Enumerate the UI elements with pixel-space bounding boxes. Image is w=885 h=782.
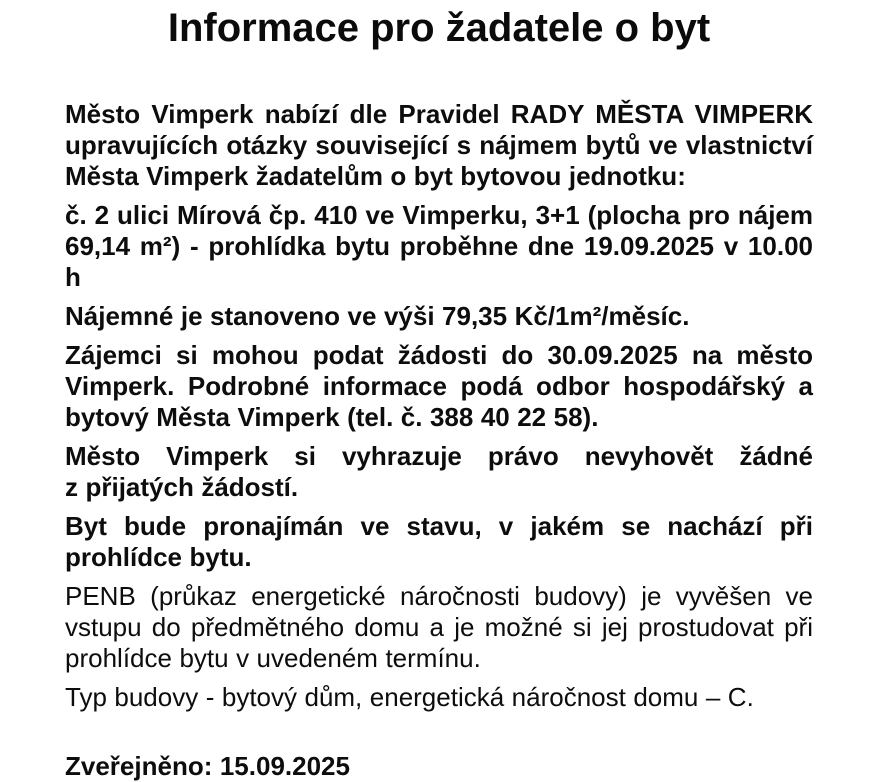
apartment-condition-paragraph: Byt bude pronajímán ve stavu, v jakém se nachází při prohlídce bytu. — [65, 511, 813, 572]
rights-reservation-paragraph: Město Vimperk si vyhrazuje právo nevyhovět žádné z přijatých žádostí. — [65, 441, 813, 502]
intro-paragraph: Město Vimperk nabízí dle Pravidel RADY MĚSTA VIMPERK upravujících otázky související s nájmem bytů ve vlastnictví Města Vimperk žadatelům o byt bytovou jednotku: — [65, 99, 813, 191]
application-deadline-paragraph: Zájemci si mohou podat žádosti do 30.09.2025 na město Vimperk. Podrobné informace podá odbor hospodářský a bytový Města Vimperk (tel. č. 388 40 22 58). — [65, 340, 813, 432]
offer-unit-paragraph: č. 2 ulici Mírová čp. 410 ve Vimperku, 3+1 (plocha pro nájem 69,14 m²) - prohlídka bytu proběhne dne 19.09.2025 v 10.00 h — [65, 200, 813, 292]
published-date: Zveřejněno: 15.09.2025 — [65, 751, 350, 781]
building-type-paragraph: Typ budovy - bytový dům, energetická náročnost domu – C. — [65, 682, 754, 712]
rent-amount-paragraph: Nájemné je stanoveno ve výši 79,35 Kč/1m²/měsíc. — [65, 301, 690, 331]
penb-paragraph: PENB (průkaz energetické náročnosti budovy) je vyvěšen ve vstupu do předmětného domu a je možné si jej prostudovat při prohlídce bytu v uvedeném termínu. — [65, 581, 813, 673]
page-title: Informace pro žadatele o byt — [167, 6, 711, 50]
